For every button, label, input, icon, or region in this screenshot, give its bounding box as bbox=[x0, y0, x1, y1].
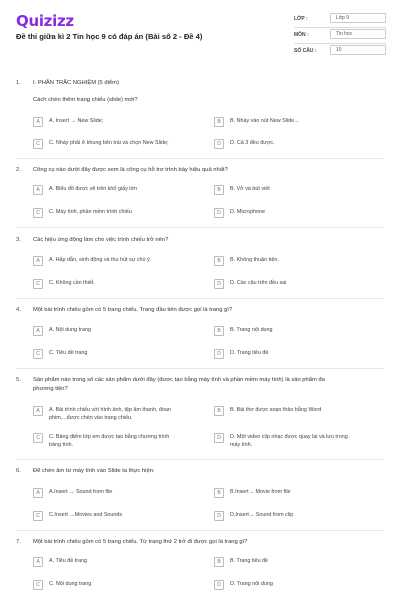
option-letter-badge: A bbox=[33, 185, 43, 195]
option-text: B. Bài thơ được soạn thảo bằng Word bbox=[230, 407, 322, 413]
option-letter-badge: D bbox=[214, 139, 224, 149]
option-text: D. Microphone bbox=[230, 209, 266, 215]
option-text: D. Cả 3 đều được. bbox=[230, 140, 275, 146]
option-letter-badge: B bbox=[214, 406, 224, 416]
option-letter-badge: C bbox=[33, 580, 43, 590]
option-letter-badge: B bbox=[214, 117, 224, 127]
question-number: 1. bbox=[16, 80, 21, 86]
option-letter-badge: C bbox=[33, 433, 43, 443]
question-number: 2. bbox=[16, 167, 21, 173]
option-text-line-2: bảng tính. bbox=[49, 441, 73, 448]
option-letter-badge: D bbox=[214, 208, 224, 218]
option-text: A. Insert → New Slide; bbox=[49, 118, 104, 124]
question-text-line-1: Sản phẩm nào trong số các sản phẩm dưới đây (được tạo bằng máy tính và phần mềm máy tính) là sản phẩm đa bbox=[33, 377, 325, 383]
option-text: C.Insert →Movies and Sounds bbox=[49, 512, 123, 518]
option-text: B. Nháy vào nút New Slide... bbox=[230, 118, 299, 124]
option-letter-badge: B bbox=[214, 326, 224, 336]
option-text: C. Nháy phải ở khung bên trái và chọn New Slide; bbox=[49, 140, 169, 146]
option-letter-badge: D bbox=[214, 433, 224, 443]
option-text: D.Insert→ Sound from clip bbox=[230, 512, 294, 518]
question-number: 6. bbox=[16, 468, 21, 474]
option-text: B. Trang nội dung bbox=[230, 327, 273, 333]
option-text: A.Insert → Sound from file bbox=[49, 489, 113, 495]
option-letter-badge: D bbox=[214, 511, 224, 521]
info-divider bbox=[294, 43, 386, 44]
question-number: 5. bbox=[16, 377, 21, 383]
option-text: B. Không thuận tiện. bbox=[230, 257, 279, 263]
option-text-line-2: máy tính. bbox=[230, 441, 253, 448]
question-number: 7. bbox=[16, 539, 21, 545]
page-title: Đề thi giữa kì 2 Tin học 9 có đáp án (Bài số 2 - Đề 4) bbox=[16, 32, 203, 41]
question-number: 4. bbox=[16, 307, 21, 313]
option-text-line-2: phim,...được chèn vào trang chiếu. bbox=[49, 414, 133, 421]
section-title: I. PHẦN TRẮC NGHIỆM (5 điểm) bbox=[33, 80, 119, 86]
class-label: LỚP : bbox=[294, 16, 308, 22]
option-letter-badge: D bbox=[214, 279, 224, 289]
option-text: C. Nội dung trang bbox=[49, 581, 92, 587]
question-divider bbox=[16, 227, 384, 228]
option-text: C. Tiêu đề trang bbox=[49, 350, 88, 356]
option-text: D. Các câu trên đều sai bbox=[230, 280, 287, 286]
question-text: Cách chèn thêm trang chiếu (slide) mới? bbox=[33, 97, 138, 103]
class-value: Lớp 9 bbox=[330, 13, 386, 23]
subject-value: Tin học bbox=[330, 29, 386, 39]
option-text: A. Nội dung trang bbox=[49, 327, 91, 333]
option-letter-badge: B bbox=[214, 488, 224, 498]
option-letter-badge: A bbox=[33, 256, 43, 266]
option-letter-badge: C bbox=[33, 279, 43, 289]
option-text: B. Vở và bút viết bbox=[230, 186, 270, 192]
option-letter-badge: C bbox=[33, 349, 43, 359]
option-letter-badge: D bbox=[214, 580, 224, 590]
question-count-value: 10 bbox=[330, 45, 386, 55]
option-text: B. Trang tiêu đề bbox=[230, 558, 269, 564]
option-text-line-1: D. Một video clip nhạc được quay lại và lưu trong bbox=[230, 434, 348, 440]
option-letter-badge: A bbox=[33, 326, 43, 336]
question-count-label: SỐ CÂU : bbox=[294, 48, 317, 54]
question-number: 3. bbox=[16, 237, 21, 243]
option-text: B.Insert→ Movie from file bbox=[230, 489, 291, 495]
option-text: D. Trang nội dung bbox=[230, 581, 273, 587]
question-text-line-2: phương tiện? bbox=[33, 386, 68, 392]
subject-label: MÔN : bbox=[294, 32, 309, 38]
question-divider bbox=[16, 368, 384, 369]
option-letter-badge: C bbox=[33, 511, 43, 521]
question-text: Một bài trình chiếu gồm có 5 trang chiếu. Từ trang thứ 2 trở đi được gọi là trang gì? bbox=[33, 539, 248, 545]
option-letter-badge: A bbox=[33, 406, 43, 416]
option-text: C. Máy tính, phần mềm trình chiếu bbox=[49, 209, 132, 215]
option-text: A. Tiêu đề trang bbox=[49, 558, 88, 564]
option-letter-badge: B bbox=[214, 256, 224, 266]
question-text: Công cụ nào dưới đây được xem là công cụ hỗ trợ trình bày hiệu quả nhất? bbox=[33, 167, 228, 173]
question-text: Các hiệu ứng động làm cho việc trình chiếu trở nên? bbox=[33, 237, 169, 243]
option-letter-badge: B bbox=[214, 185, 224, 195]
option-letter-badge: C bbox=[33, 139, 43, 149]
option-letter-badge: A bbox=[33, 117, 43, 127]
option-text: A. Hấp dẫn, sinh động và thu hút sự chú ý. bbox=[49, 257, 152, 263]
option-letter-badge: B bbox=[214, 557, 224, 567]
option-text: A. Biểu đồ được vẽ trên khổ giấy lớn bbox=[49, 186, 137, 192]
option-letter-badge: A bbox=[33, 557, 43, 567]
option-text: C. Không cần thiết. bbox=[49, 280, 95, 286]
question-divider bbox=[16, 459, 384, 460]
info-divider bbox=[294, 27, 386, 28]
question-text: Một bài trình chiếu gồm có 5 trang chiếu. Trang đầu tiên được gọi là trang gì? bbox=[33, 307, 233, 313]
option-letter-badge: C bbox=[33, 208, 43, 218]
question-divider bbox=[16, 158, 384, 159]
option-letter-badge: D bbox=[214, 349, 224, 359]
option-letter-badge: A bbox=[33, 488, 43, 498]
question-divider bbox=[16, 530, 384, 531]
option-text: D. Trang tiêu đề bbox=[230, 350, 269, 356]
quizizz-logo: Quizizz bbox=[16, 12, 74, 30]
question-divider bbox=[16, 298, 384, 299]
option-text-line-1: A. Bài trình chiếu với hình ảnh, tệp âm thanh, đoạn bbox=[49, 407, 171, 413]
question-text: Để chèn âm từ máy tính vào Slide ta thực hiện: bbox=[33, 468, 155, 474]
option-text-line-1: C. Bảng điểm lớp em được tạo bằng chương trình bbox=[49, 434, 170, 440]
